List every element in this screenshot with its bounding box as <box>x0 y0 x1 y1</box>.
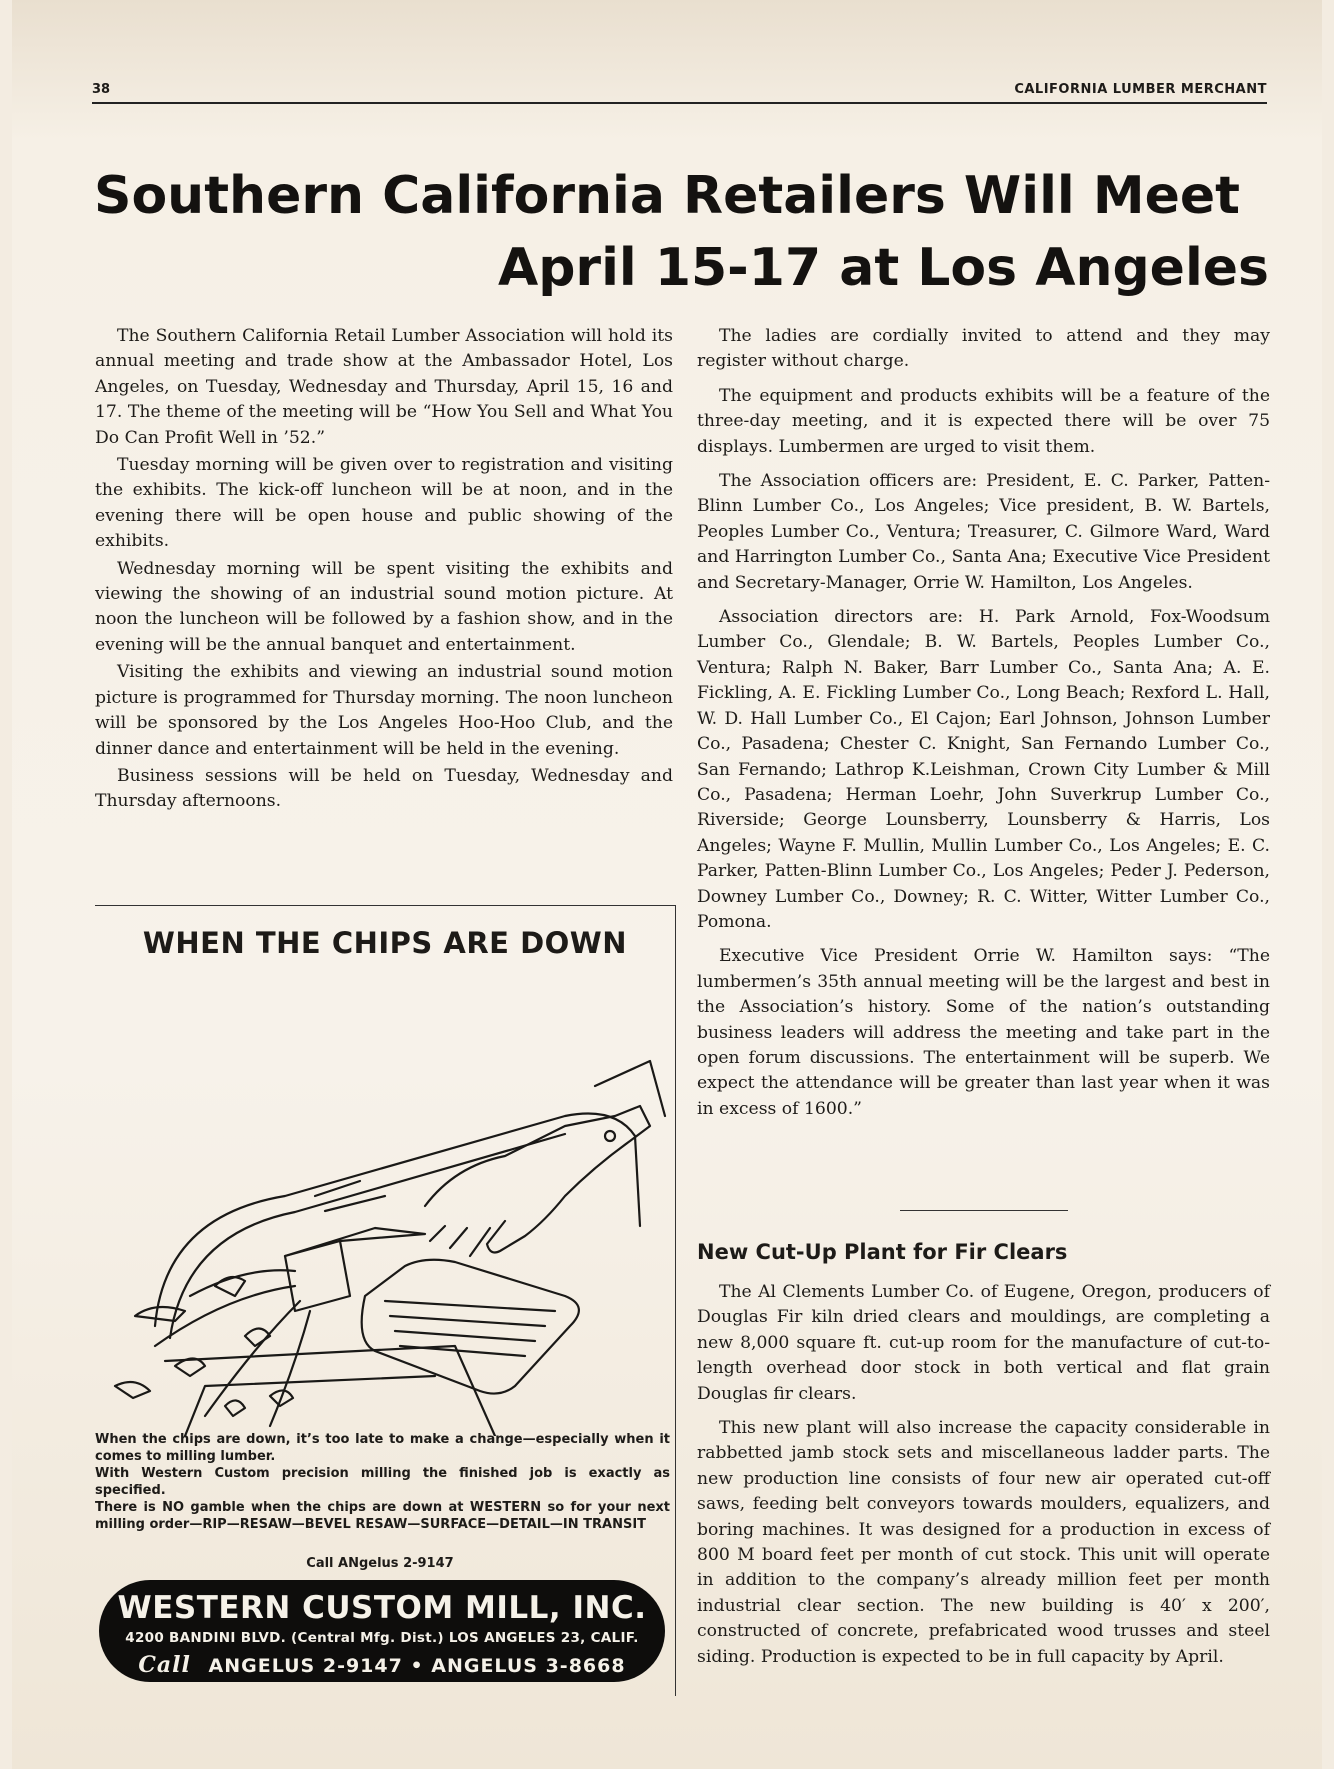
running-header <box>92 80 1267 104</box>
company-name: WESTERN CUSTOM MILL, INC. <box>117 1590 647 1626</box>
ad-copy-line: With Western Custom precision milling the finished job is exactly as specified. <box>95 1466 670 1498</box>
magazine-page <box>12 0 1322 1769</box>
phone-number-1: ANGELUS 2-9147 <box>208 1655 403 1677</box>
ad-call-line: Call ANgelus 2-9147 <box>306 1556 454 1571</box>
article-column-left <box>95 324 673 817</box>
machine-table <box>155 1114 640 1327</box>
ad-copy <box>95 1431 670 1533</box>
ad-copy-line: When the chips are down, it’s too late to make a change—especially when it comes to milling lumber. <box>95 1432 670 1464</box>
company-banner <box>99 1580 665 1682</box>
paragraph: Association directors are: H. Park Arnold, Fox-Woodsum Lumber Co., Glendale; B. W. Bartels, Peoples Lumber Co., Ventura; Ralph N. Baker, Barr Lumber Co., Santa Ana; A. E. Fickling, A. E. Fickling Lumber Co., Long Beach; Rexford L. Hall, W. D. Hall Lumber Co., El Cajon; Earl Johnson, Johnson Lumber Co., Pasadena; Chester C. Knight, San Fernando Lumber Co., San Fernando; Lathrop K.Leishman, Crown City Lumber & Mill Co., Pasadena; Herman Loehr, John Suverkrup Lumber Co., Riverside; George Lounsberry, Lounsberry & Harris, Los Angeles; Wayne F. Mullin, Mullin Lumber Co., Los Angeles; E. C. Parker, Patten-Blinn Lumber Co., Los Angeles; Peder J. Pederson, Downey Lumber Co., Downey; R. C. Witter, Witter Lumber Co., Pomona. <box>697 607 1270 932</box>
hand <box>425 1106 650 1252</box>
ad-title: WHEN THE CHIPS ARE DOWN <box>142 926 628 960</box>
paragraph: Tuesday morning will be given over to registration and visiting the exhibits. The kick-off luncheon will be at noon, and in the evening there will be open house and public showing of the exhibits. <box>95 455 673 552</box>
board <box>362 1260 579 1394</box>
second-article-body <box>697 1280 1270 1679</box>
flying-chip <box>115 1382 150 1398</box>
paragraph: The Al Clements Lumber Co. of Eugene, Oregon, producers of Douglas Fir kiln dried clears and mouldings, are completing a new 8,000 square ft. cut-up room for the manufacture of cut-to-length overhead door stock in both vertical and flat grain Douglas fir clears. <box>697 1282 1270 1404</box>
paragraph: Business sessions will be held on Tuesday, Wednesday and Thursday afternoons. <box>95 765 673 812</box>
phone-number-2: ANGELUS 3-8668 <box>431 1655 626 1677</box>
ad-copy-line: There is NO gamble when the chips are down at WESTERN so for your next milling order—RIP—RESAW—BEVEL RESAW—SURFACE—DETAIL—IN TRANSIT <box>95 1500 670 1532</box>
paragraph: Executive Vice President Orrie W. Hamilton says: “The lumbermen’s 35th annual meeting will be the largest and best in the Association’s history. Some of the nation’s outstanding business leaders will address the meeting and take part in the open forum discussions. The entertainment will be superb. We expect the attendance will be greater than last year when it was in excess of 1600.” <box>697 946 1270 1119</box>
section-divider <box>900 1210 1068 1211</box>
advertisement <box>95 905 676 1696</box>
call-script: Call <box>138 1652 191 1678</box>
paragraph: The ladies are cordially invited to attend and they may register without charge. <box>697 326 1270 372</box>
company-address: 4200 BANDINI BLVD. (Central Mfg. Dist.) LOS ANGELES 23, CALIF. <box>125 1630 639 1646</box>
paragraph: The equipment and products exhibits will be a feature of the three-day meeting, and it is expected there will be over 75 displays. Lumbermen are urged to visit them. <box>697 385 1270 457</box>
phone-separator: • <box>410 1655 424 1677</box>
paragraph: This new plant will also increase the capacity considerable in rabbetted jamb stock sets and miscellaneous ladder parts. The new production line consists of four new air operated cut-off saws, feeding belt conveyors towards moulders, equalizers, and boring machines. It was designed for a production in excess of 800 M board feet per month of cut stock. This unit will operate in addition to the company’s already million feet per month industrial clear section. The new building is 40′ x 200′, constructed of concrete, prefabricated wood trusses and steel siding. Production is expected to be in full capacity by April. <box>697 1418 1270 1667</box>
flying-chip <box>135 1307 185 1321</box>
lumber-block <box>285 1241 350 1311</box>
flying-chip <box>225 1400 245 1416</box>
headline-line-1: Southern California Retailers Will Meet <box>94 166 1240 226</box>
article-column-right <box>697 324 1270 1131</box>
lumber-top <box>285 1228 425 1256</box>
machine-front <box>165 1346 495 1436</box>
page-number: 38 <box>92 82 111 97</box>
second-article-title: New Cut-Up Plant for Fir Clears <box>697 1240 1068 1264</box>
headline-line-2: April 15-17 at Los Angeles <box>497 238 1269 298</box>
paragraph: The Southern California Retail Lumber Association will hold its annual meeting and trade show at the Ambassador Hotel, Los Angeles, on Tuesday, Wednesday and Thursday, April 15, 16 and 17. The theme of the meeting will be “How You Sell and What You Do Can Profit Well in ’52.” <box>95 326 673 448</box>
article-headline <box>94 160 1269 304</box>
company-phones <box>99 1652 665 1678</box>
paragraph: Wednesday morning will be spent visiting the exhibits and viewing the showing of an industrial sound motion picture. At noon the luncheon will be followed by a fashion show, and in the evening will be the annual banquet and entertainment. <box>95 558 673 655</box>
paragraph: Visiting the exhibits and viewing an industrial sound motion picture is programmed for Thursday morning. The noon luncheon will be sponsored by the Los Angeles Hoo-Hoo Club, and the dinner dance and entertainment will be held in the evening. <box>95 662 673 759</box>
ad-illustration <box>95 966 675 1436</box>
machine-base <box>185 1376 435 1436</box>
flying-chip <box>215 1277 245 1296</box>
publication-name: CALIFORNIA LUMBER MERCHANT <box>1014 82 1267 97</box>
paragraph: The Association officers are: President, E. C. Parker, Patten-Blinn Lumber Co., Los Angeles; Vice president, B. W. Bartels, Peoples Lumber Co., Ventura; Treasurer, C. Gilmore Ward, Ward and Harrington Lumber Co., Santa Ana; Executive Vice President and Secretary-Manager, Orrie W. Hamilton, Los Angeles. <box>697 471 1270 593</box>
